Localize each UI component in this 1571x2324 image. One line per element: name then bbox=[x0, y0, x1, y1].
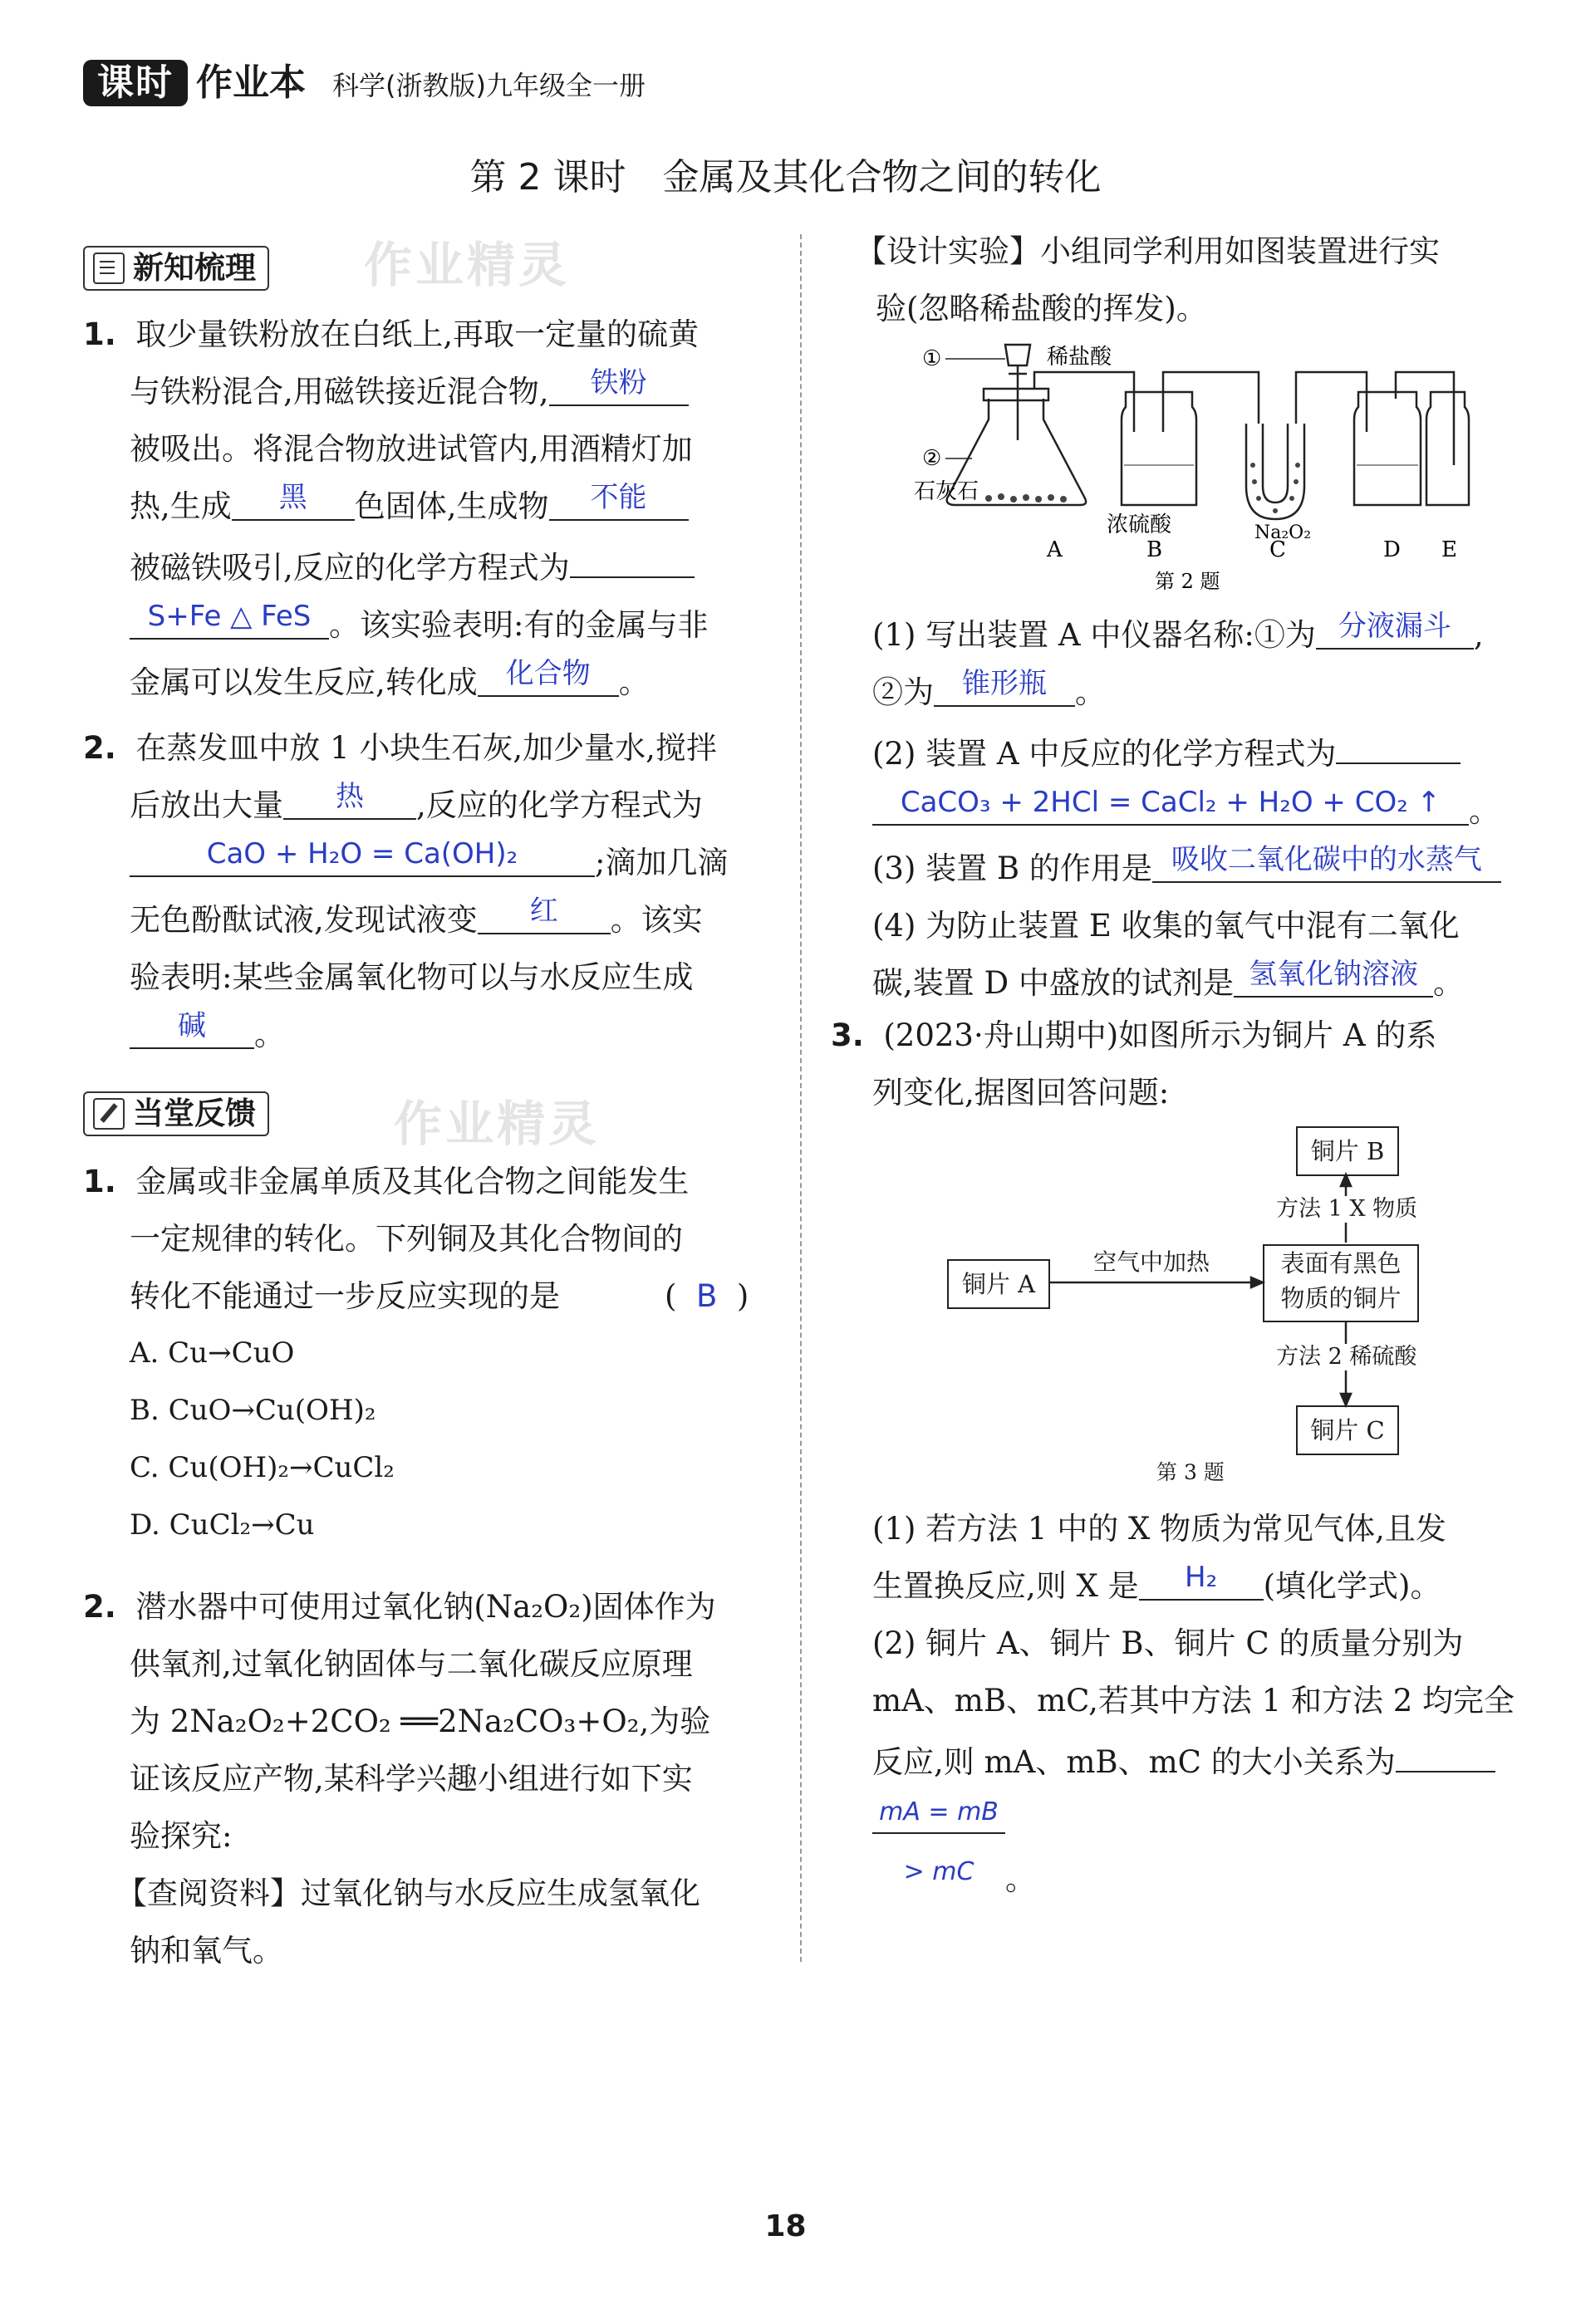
answer-blank bbox=[1139, 1557, 1264, 1601]
answer-text: 黑 bbox=[278, 481, 307, 514]
letter-b: B bbox=[1146, 537, 1163, 562]
text: (2023·舟山期中)如图所示为铜片 A 的系 bbox=[883, 1017, 1437, 1053]
text: (4) 为防止装置 E 收集的氧气中混有二氧化 bbox=[872, 908, 1460, 944]
option-b: B. CuO→Cu(OH)₂ bbox=[130, 1394, 376, 1427]
answer-text: 吸收二氧化碳中的水蒸气 bbox=[1171, 843, 1482, 876]
text: 与铁粉混合,用磁铁接近混合物, bbox=[130, 374, 549, 409]
text: ,反应的化学方程式为 bbox=[416, 787, 703, 823]
notebook-icon bbox=[93, 253, 125, 284]
answer-blank bbox=[1336, 721, 1461, 764]
lesson-title: 第 2 课时 金属及其化合物之间的转化 bbox=[469, 156, 1102, 199]
answer-blank bbox=[1316, 606, 1474, 650]
answer-text: 碱 bbox=[178, 1009, 206, 1042]
question-3-subquestions bbox=[872, 1500, 1529, 1908]
answer-text: 锥形瓶 bbox=[962, 667, 1047, 700]
text: 色固体,生成物 bbox=[354, 488, 549, 524]
figure-3-flow bbox=[947, 1126, 1529, 1484]
section-title-text: 新知梳理 bbox=[133, 250, 256, 286]
box-copper-c: 铜片 C bbox=[1296, 1405, 1399, 1455]
design-experiment bbox=[856, 223, 1520, 337]
text: (1) 若方法 1 中的 X 物质为常见气体,且发 bbox=[872, 1511, 1446, 1547]
text: ②为 bbox=[872, 674, 934, 710]
text: 反应,则 mA、mB、mC 的大小关系为 bbox=[872, 1744, 1396, 1780]
answer-blank bbox=[872, 1791, 1005, 1886]
answer-choice: B bbox=[695, 1278, 718, 1314]
pencil-icon bbox=[93, 1098, 125, 1130]
answer-text: H₂ bbox=[1185, 1561, 1218, 1594]
option-d: D. CuCl₂→Cu bbox=[130, 1508, 315, 1542]
flask-stopper bbox=[984, 389, 1048, 400]
box-text-line1: 表面有黑色 bbox=[1280, 1249, 1402, 1277]
page-number: 18 bbox=[764, 2209, 807, 2243]
text: 。 bbox=[1005, 1861, 1036, 1897]
column-divider bbox=[800, 234, 802, 1962]
paren-left: ( bbox=[665, 1278, 677, 1314]
answer-text: CaO + H₂O = Ca(OH)₂ bbox=[206, 837, 518, 870]
answer-text: 铁粉 bbox=[590, 366, 647, 400]
question-number: 1. bbox=[83, 316, 116, 352]
figure-caption: 第 2 题 bbox=[1155, 570, 1220, 593]
answer-blank bbox=[130, 596, 329, 640]
figure-2-apparatus bbox=[914, 341, 1470, 606]
option-a: A. Cu→CuO bbox=[130, 1336, 295, 1370]
answer-blank bbox=[934, 664, 1075, 707]
text: 取少量铁粉放在白纸上,再取一定量的硫黄 bbox=[135, 316, 700, 352]
text: 验探究: bbox=[130, 1818, 233, 1854]
question-number: 1. bbox=[83, 1164, 116, 1199]
feedback-question-1 bbox=[83, 1153, 773, 1554]
text: 列变化,据图回答问题: bbox=[872, 1075, 1170, 1111]
text: (填化学式)。 bbox=[1263, 1568, 1441, 1604]
answer-text: 分液漏斗 bbox=[1338, 610, 1451, 643]
answer-text: 红 bbox=[529, 895, 558, 928]
section-title-class-feedback bbox=[83, 1091, 269, 1136]
text: 无色酚酞试液,发现试液变 bbox=[130, 902, 478, 938]
text: 一定规律的转化。下列铜及其化合物间的 bbox=[130, 1221, 683, 1257]
label-h2so4: 浓硫酸 bbox=[1107, 512, 1172, 537]
bottle-e bbox=[1426, 392, 1469, 505]
question-3 bbox=[831, 1007, 1529, 1121]
answer-blank bbox=[1234, 954, 1433, 998]
text: 。 bbox=[254, 1017, 285, 1052]
text: 钠和氧气。 bbox=[130, 1933, 283, 1969]
text: 证该反应产物,某科学兴趣小组进行如下实 bbox=[130, 1761, 693, 1797]
sub-questions-2 bbox=[872, 606, 1537, 1012]
answer-blank bbox=[283, 777, 416, 820]
answer-text: S+Fe △ FeS bbox=[147, 600, 312, 633]
label-1: ① bbox=[922, 346, 942, 371]
letter-d: D bbox=[1383, 537, 1401, 562]
letter-e: E bbox=[1441, 537, 1457, 562]
answer-blank bbox=[130, 1006, 254, 1049]
text: 【设计实验】小组同学利用如图装置进行实 bbox=[856, 233, 1440, 269]
answer-blank bbox=[549, 478, 689, 521]
text: (2) 铜片 A、铜片 B、铜片 C 的质量分别为 bbox=[872, 1625, 1464, 1661]
answer-blank bbox=[232, 478, 355, 521]
answer-text: 化合物 bbox=[505, 657, 591, 690]
answer-blank bbox=[872, 782, 1469, 826]
answer-parens bbox=[665, 1267, 749, 1325]
label-heat-in-air: 空气中加热 bbox=[1093, 1248, 1210, 1276]
text: 。 bbox=[1432, 965, 1464, 1001]
text: 。 bbox=[1469, 793, 1500, 829]
answer-text: 不能 bbox=[590, 481, 647, 514]
box-copper-b: 铜片 B bbox=[1296, 1126, 1399, 1176]
subject-name: 科学(浙教版)九年级全一册 bbox=[332, 70, 646, 101]
text: 在蒸发皿中放 1 小块生石灰,加少量水,搅拌 bbox=[135, 730, 717, 766]
label-na2o2: Na₂O₂ bbox=[1254, 522, 1312, 543]
bottle-b bbox=[1122, 392, 1196, 505]
feedback-question-2 bbox=[83, 1578, 773, 1979]
text: (3) 装置 B 的作用是 bbox=[872, 851, 1152, 886]
answer-text: 氢氧化钠溶液 bbox=[1248, 958, 1418, 991]
text: 金属可以发生反应,转化成 bbox=[130, 664, 478, 700]
box-text-line2: 物质的铜片 bbox=[1280, 1284, 1402, 1312]
text: mA、mB、mC,若其中方法 1 和方法 2 均完全 bbox=[872, 1683, 1515, 1718]
answer-text: CaCO₃ + 2HCl = CaCl₂ + H₂O + CO₂ ↑ bbox=[900, 786, 1441, 819]
text: 【查阅资料】过氧化钠与水反应生成氢氧化 bbox=[116, 1875, 700, 1911]
figure-caption: 第 3 题 bbox=[1156, 1460, 1225, 1484]
flow-arrows bbox=[947, 1126, 1529, 1475]
section-title-text: 当堂反馈 bbox=[133, 1096, 256, 1131]
label-method-2: 方法 2 稀硫酸 bbox=[1276, 1344, 1417, 1370]
text: 。该实 bbox=[610, 902, 703, 938]
text: 金属或非金属单质及其化合物之间能发生 bbox=[135, 1164, 690, 1199]
label-acid: 稀盐酸 bbox=[1047, 345, 1112, 370]
text: 被吸出。将混合物放进试管内,用酒精灯加 bbox=[130, 431, 693, 467]
label-2: ② bbox=[922, 446, 942, 471]
answer-blank bbox=[549, 363, 689, 406]
text: 。该实验表明:有的金属与非 bbox=[329, 607, 709, 643]
text: (1) 写出装置 A 中仪器名称:①为 bbox=[872, 617, 1316, 653]
series-name: 作业本 bbox=[196, 61, 306, 104]
watermark: 作业精灵 bbox=[394, 1096, 601, 1152]
answer-blank bbox=[130, 834, 595, 877]
text: 验表明:某些金属氧化物可以与水反应生成 bbox=[130, 959, 694, 995]
option-c: C. Cu(OH)₂→CuCl₂ bbox=[130, 1451, 395, 1484]
text: 后放出大量 bbox=[130, 787, 283, 823]
text: 生置换反应,则 X 是 bbox=[872, 1568, 1139, 1604]
text: 转化不能通过一步反应实现的是 bbox=[130, 1278, 560, 1314]
text: 供氧剂,过氧化钠固体与二氧化碳反应原理 bbox=[130, 1646, 693, 1682]
text: 。 bbox=[1075, 674, 1106, 710]
text: 为 2Na₂O₂+2CO₂ ══2Na₂CO₃+O₂,为验 bbox=[130, 1704, 711, 1739]
text: 碳,装置 D 中盛放的试剂是 bbox=[872, 965, 1234, 1001]
text: 。 bbox=[618, 664, 650, 700]
question-2 bbox=[83, 719, 773, 1063]
answer-blank bbox=[478, 654, 619, 697]
box-copper-a: 铜片 A bbox=[947, 1259, 1050, 1309]
u-tube bbox=[1246, 424, 1304, 519]
answer-blank bbox=[478, 891, 611, 934]
section-title-new-knowledge bbox=[83, 246, 269, 291]
text: ;滴加几滴 bbox=[595, 845, 729, 880]
letter-c: C bbox=[1269, 537, 1286, 562]
watermark: 作业精灵 bbox=[364, 237, 571, 293]
text: (2) 装置 A 中反应的化学方程式为 bbox=[872, 736, 1337, 772]
text: 潜水器中可使用过氧化钠(Na₂O₂)固体作为 bbox=[135, 1589, 716, 1625]
text: 被磁铁吸引,反应的化学方程式为 bbox=[130, 550, 570, 586]
paren-right: ) bbox=[736, 1278, 749, 1314]
bottle-d bbox=[1354, 392, 1421, 505]
answer-blank bbox=[570, 535, 695, 578]
label-method-1: 方法 1 X 物质 bbox=[1276, 1196, 1418, 1222]
label-limestone: 石灰石 bbox=[914, 479, 979, 504]
answer-blank bbox=[1396, 1729, 1495, 1772]
answer-text: mA = mB > mC bbox=[879, 1797, 999, 1886]
logo-badge: 课时 bbox=[83, 60, 188, 106]
answer-blank bbox=[1152, 840, 1501, 883]
text: , bbox=[1473, 617, 1484, 653]
question-1 bbox=[83, 306, 773, 711]
question-number: 2. bbox=[83, 730, 116, 766]
letter-a: A bbox=[1047, 537, 1063, 562]
answer-text: 热 bbox=[336, 780, 364, 813]
question-number: 3. bbox=[831, 1017, 864, 1053]
question-number: 2. bbox=[83, 1589, 116, 1625]
header bbox=[83, 55, 714, 113]
text: 验(忽略稀盐酸的挥发)。 bbox=[876, 291, 1207, 326]
separatory-funnel bbox=[1005, 345, 1030, 365]
text: 热,生成 bbox=[130, 488, 232, 524]
